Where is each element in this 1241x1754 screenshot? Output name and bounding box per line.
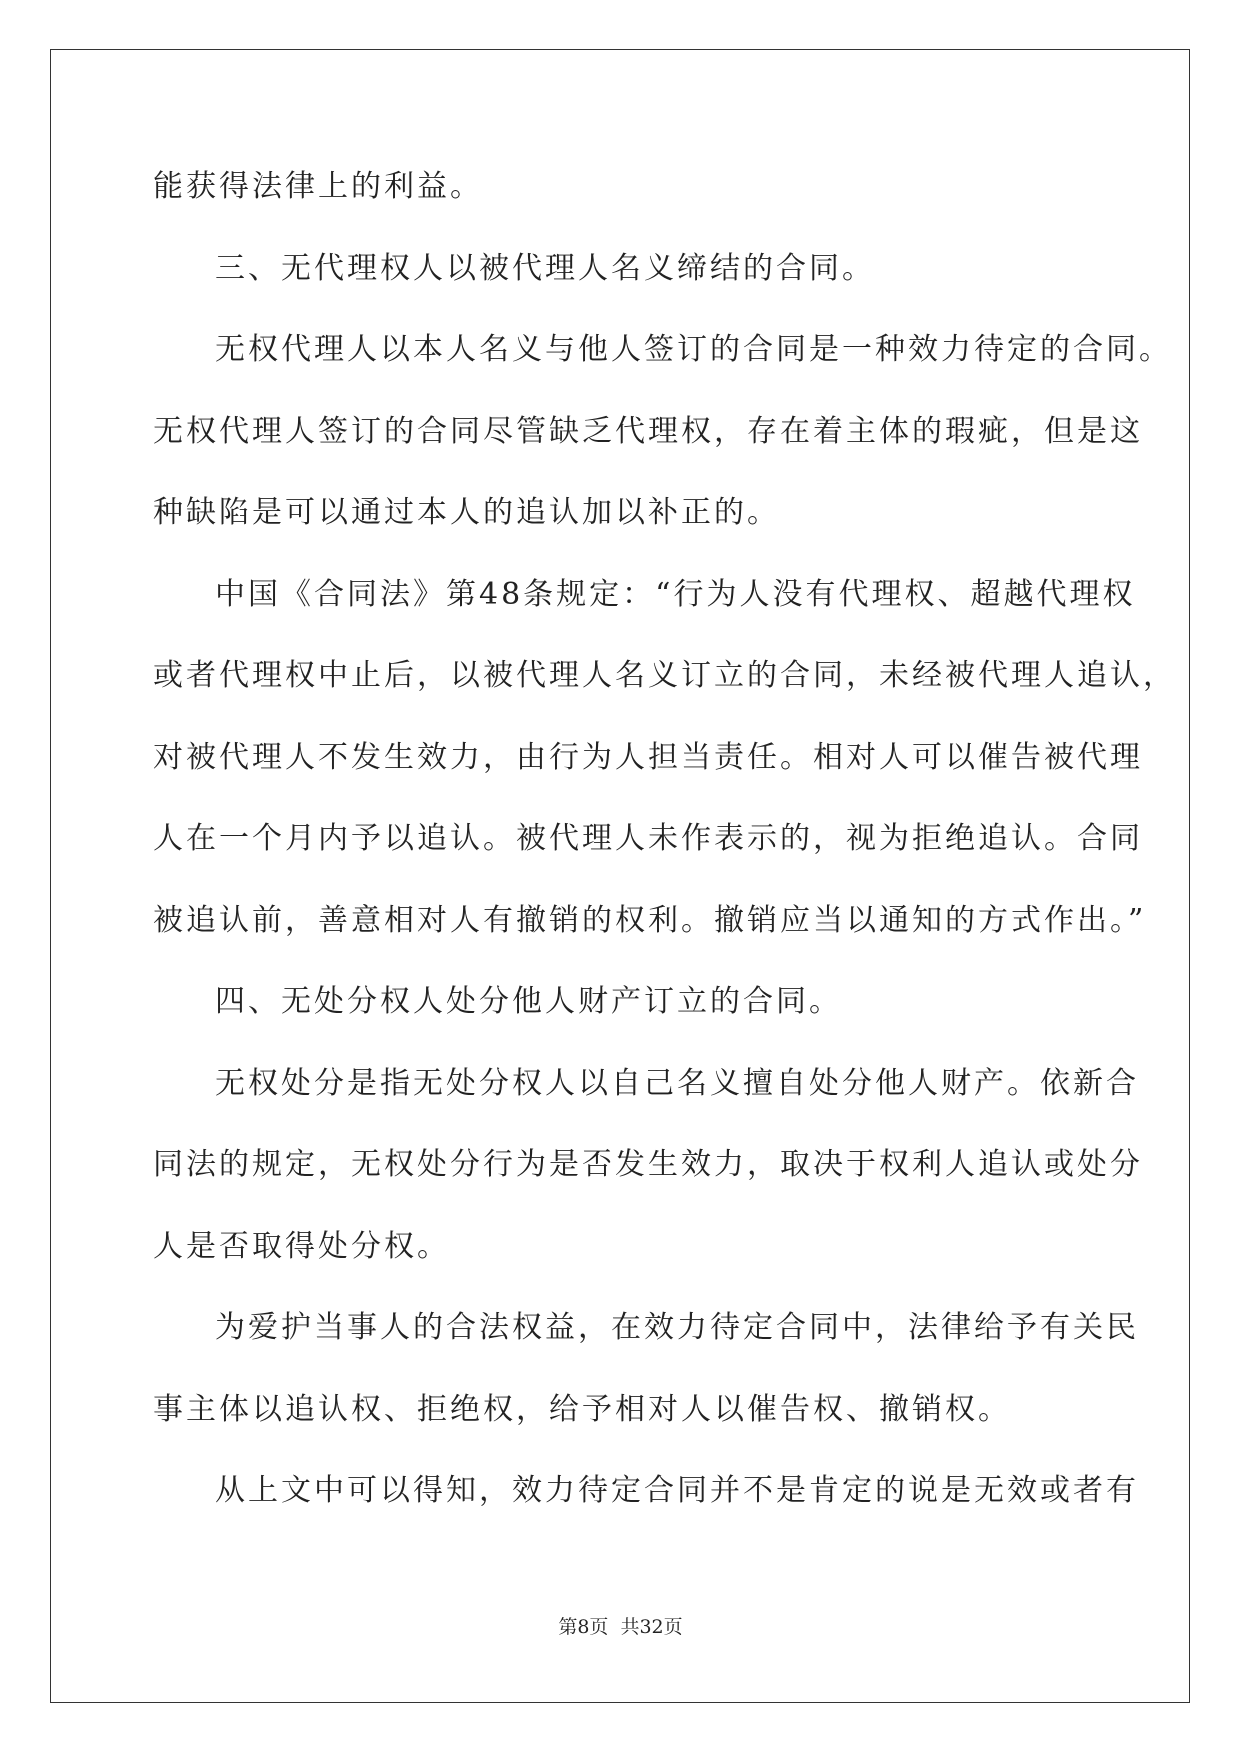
text-line: 为爱护当事人的合法权益，在效力待定合同中，法律给予有关民 xyxy=(215,1310,1139,1345)
text-line: 种缺陷是可以通过本人的追认加以补正的。 xyxy=(153,495,780,530)
text-line: 无权代理人以本人名义与他人签订的合同是一种效力待定的合同。 xyxy=(215,332,1172,367)
text-line: 或者代理权中止后，以被代理人名义订立的合同，未经被代理人追认， xyxy=(153,658,1176,693)
text-line: 对被代理人不发生效力，由行为人担当责任。相对人可以催告被代理 xyxy=(153,739,1143,775)
text-line: 事主体以追认权、拒绝权，给予相对人以催告权、撤销权。 xyxy=(153,1391,1011,1427)
text-line: 人在一个月内予以追认。被代理人未作表示的，视为拒绝追认。合同 xyxy=(153,821,1143,856)
text-line: 被追认前，善意相对人有撤销的权利。撤销应当以通知的方式作出。” xyxy=(153,902,1147,938)
text-line: 从上文中可以得知，效力待定合同并不是肯定的说是无效或者有 xyxy=(215,1473,1139,1508)
text-line: 人是否取得处分权。 xyxy=(153,1228,450,1264)
text-line: 中国《合同法》第48条规定：“行为人没有代理权、超越代理权 xyxy=(215,576,1136,612)
page-footer xyxy=(0,1612,1241,1639)
text-line: 三、无代理权人以被代理人名义缔结的合同。 xyxy=(215,250,875,286)
text-line: 同法的规定，无权处分行为是否发生效力，取决于权利人追认或处分 xyxy=(153,1147,1143,1182)
text-line: 能获得法律上的利益。 xyxy=(153,169,483,204)
text-line: 无权代理人签订的合同尽管缺乏代理权，存在着主体的瑕疵，但是这 xyxy=(153,413,1143,449)
document-body xyxy=(153,160,1176,1546)
page-number: 第8页 xyxy=(558,1616,609,1638)
total-pages: 共32页 xyxy=(620,1616,683,1638)
text-line: 四、无处分权人处分他人财产订立的合同。 xyxy=(215,984,842,1019)
text-line: 无权处分是指无处分权人以自己名义擅自处分他人财产。依新合 xyxy=(215,1065,1139,1101)
